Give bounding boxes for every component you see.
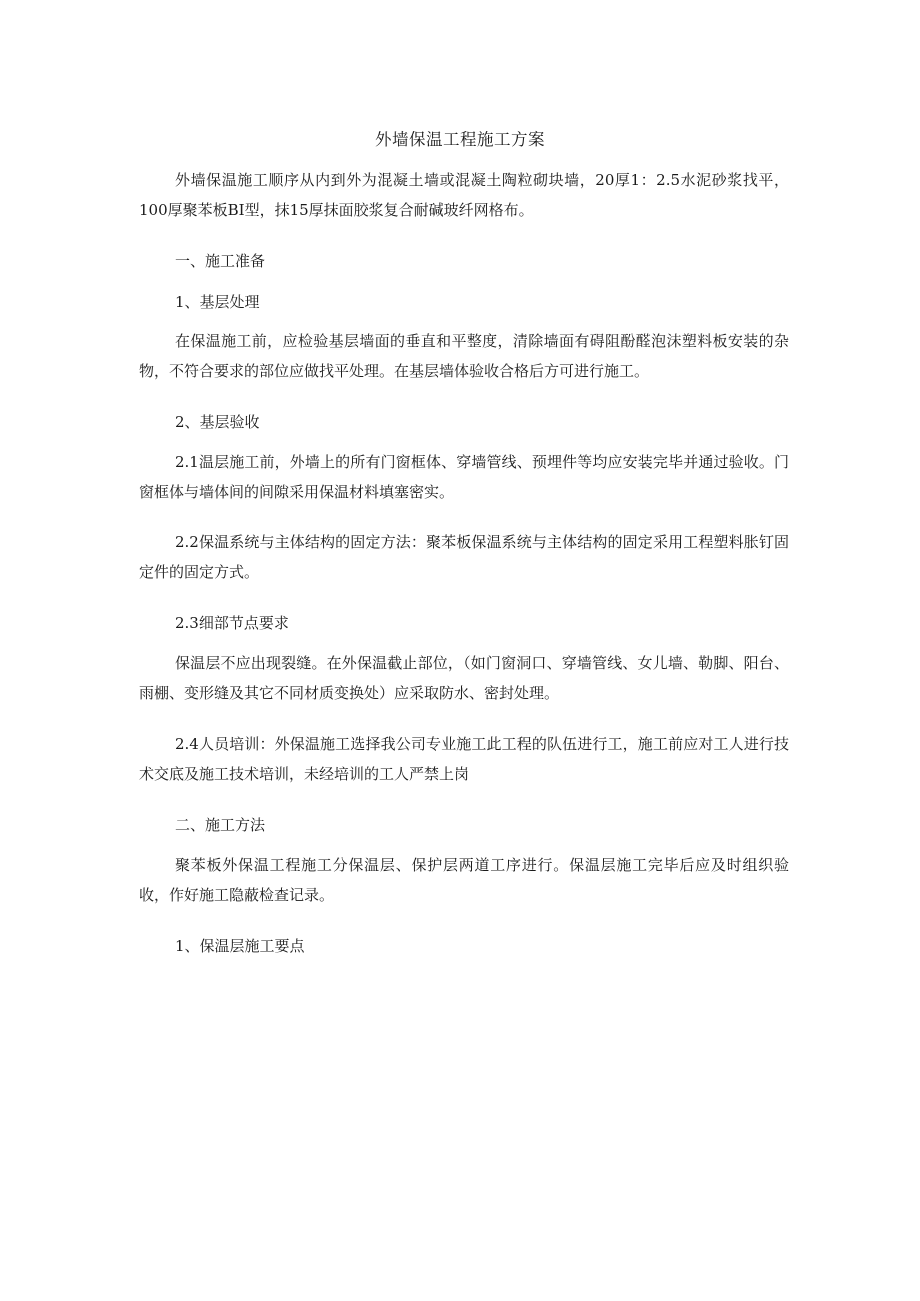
subheading-insulation-layer: 1、保温层施工要点 xyxy=(175,937,305,955)
paragraph-method: 聚苯板外保温工程施工分保温层、保护层两道工序进行。保温层施工完毕后应及时组织验收，作好施工隐蔽检查记录。 xyxy=(139,856,789,904)
subheading-base-treatment: 1、基层处理 xyxy=(175,293,260,311)
paragraph-2-1: 2.1温层施工前，外墙上的所有门窗框体、穿墙管线、预埋件等均应安装完毕并通过验收。门窗框体与墙体间的间隙采用保温材料填塞密实。 xyxy=(139,453,789,501)
paragraph-base-treatment: 在保温施工前，应检验基层墙面的垂直和平整度，清除墙面有碍阻酚醛泡沫塑料板安装的杂物，不符合要求的部位应做找平处理。在基层墙体验收合格后方可进行施工。 xyxy=(139,332,789,380)
subheading-base-acceptance: 2、基层验收 xyxy=(175,413,260,431)
paragraph-2-2: 2.2保温系统与主体结构的固定方法：聚苯板保温系统与主体结构的固定采用工程塑料胀钉固定件的固定方式。 xyxy=(139,533,789,581)
section-heading-preparation: 一、施工准备 xyxy=(175,252,266,270)
subheading-2-3: 2.3细部节点要求 xyxy=(175,614,289,632)
intro-paragraph: 外墙保温施工顺序从内到外为混凝土墙或混凝土陶粒砌块墙，20厚1：2.5水泥砂浆找平，100厚聚苯板BI型，抹15厚抹面胶浆复合耐碱玻纤网格布。 xyxy=(139,171,789,219)
document-title: 外墙保温工程施工方案 xyxy=(375,130,545,149)
section-heading-method: 二、施工方法 xyxy=(175,816,266,834)
paragraph-2-4: 2.4人员培训：外保温施工选择我公司专业施工此工程的队伍进行工，施工前应对工人进行技术交底及施工技术培训，未经培训的工人严禁上岗 xyxy=(139,735,789,783)
paragraph-2-3: 保温层不应出现裂缝。在外保温截止部位，（如门窗洞口、穿墙管线、女儿墙、勒脚、阳台、雨棚、变形缝及其它不同材质变换处）应采取防水、密封处理。 xyxy=(139,654,789,702)
